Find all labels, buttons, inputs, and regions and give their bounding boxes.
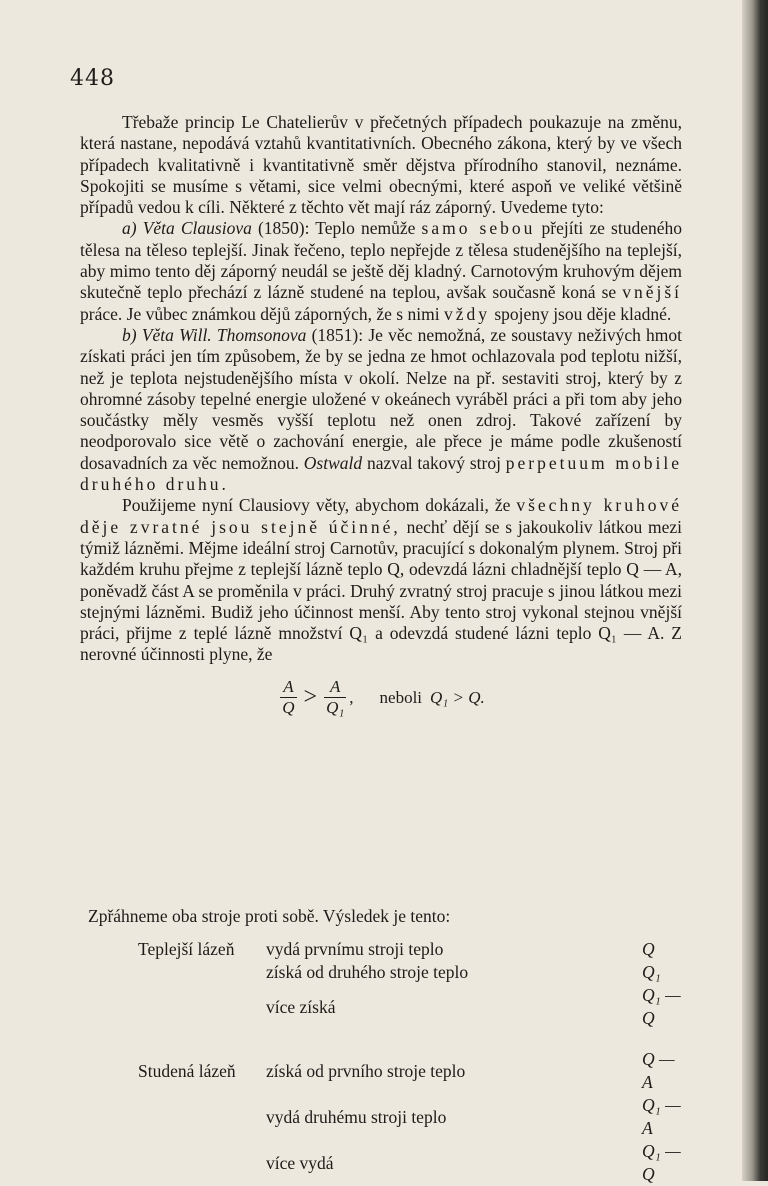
row-value: Q₁ — Q [642, 985, 681, 1028]
row-text: více vydá [266, 1152, 334, 1173]
page-edge [742, 0, 768, 1181]
text: Teplo nemůže [315, 218, 416, 239]
theorem-year: (1850): [257, 218, 310, 239]
text: práce. Je vůbec známkou dějů záporných, že s nimi [80, 303, 440, 324]
text: Je věc nemožná, ze soustavy neživých hmot získati práci jen tím způsobem, že by se jedna ze hmot ochlazovala pod teplotu nižší, než je teplota nejstudenějšího místa v okolí. Nelze na př. sestaviti stroj, který by z ohromné zásoby tepelné energie uložené v okeánech vyráběl práci a při tom aby jeho součástky měly vesměs vyšší teplotu než onen zdroj. Takové zařízení by neodporovalo sice větě o zachování energie, ale přece je máme podle zkušeností dosavadních za věc nemožnou. [80, 324, 683, 473]
paragraph-usage [80, 495, 682, 665]
bath-label: Studená lázeň [138, 1060, 236, 1081]
heat-balance-table [80, 938, 682, 1186]
spaced-text: všechny kruhové děje zvratné jsou stejně účinné, [80, 495, 682, 537]
row-value: Q — A [642, 1049, 675, 1092]
item-letter: a) [122, 218, 137, 239]
paragraph-intro: Třebaže princip Le Chatelierův v přečetných případech poukazuje na změnu, která nastane, nepodává vztahů kvantitativních. Obecného zákona, který by ve všech případech kvalitativně i kvantitativně směr dějstva přírodního stanovil, neznáme. Spokojiti se musíme s větami, sice velmi obecnými, které aspoň ve veliké většině případů vedou k cíli. Některé z těchto vět mají ráz záporný. Uvedeme tyto: [80, 112, 682, 218]
theorem-name: Věta Will. Thomsonova [141, 324, 307, 345]
table-row [80, 1094, 682, 1140]
row-text: více získá [266, 996, 336, 1017]
item-letter: b) [122, 324, 137, 345]
bath-label: Teplejší lázeň [138, 939, 235, 959]
table-row [80, 961, 682, 984]
text: nechť dějí se s jakoukoliv látkou mezi týmiž lázněmi. Mějme ideální stroj Carnotův, pracující s dokonalým plynem. Stroj při každém kruhu přejme z teplejší lázně teplo Q, odevzdá lázni chladnější teplo Q — A, poněvadž část A se proměnila v práci. Druhý zvratný stroj pracuje s jinou látkou mezi stejnými lázněmi. Budiž jeho účinnost menší. Aby tento stroj vykonal stejnou vnější práci, přijme z teplé lázně množství Q₁ a odevzdá studené lázni teplo Q₁ — A. Z nerovné účinnosti plyne, že [80, 516, 682, 665]
table-gap [80, 1030, 682, 1048]
page-number: 448 [70, 66, 115, 91]
numerator: A [283, 677, 294, 697]
spaced-text: perpetuum mobile druhého druhu. [80, 452, 683, 495]
text: Použijeme nyní Clausiovy věty, abychom dokázali, že [122, 495, 511, 516]
table-row [80, 984, 682, 1030]
spaced-text: vždy [443, 303, 490, 324]
spaced-text: vnější [622, 282, 682, 303]
author-name: Ostwald [303, 452, 363, 473]
theorem-name: Věta Clausiova [142, 218, 252, 239]
theorem-year: (1851): [311, 324, 364, 345]
relation-symbol: > [303, 684, 318, 711]
row-value: Q₁ — A [642, 1095, 681, 1138]
numerator: A [329, 677, 341, 697]
denominator: Q₁ [326, 698, 345, 718]
summary-section [80, 904, 682, 1186]
row-value: Q₁ [642, 962, 661, 982]
fraction [280, 677, 296, 718]
text: přejíti ze studeného tělesa na těleso teplejší. Jinak řečeno, teplo nepřejde z tělesa studenějšího na teplejší, aby mimo tento děj záporný neudál se ještě děj kladný. Carnotovým kruhovým dějem skutečně teplo přechází z lázně studené na teplou, avšak současně koná se [80, 218, 682, 303]
alt-word: neboli [379, 688, 423, 708]
alt-expression: Q₁ > Q. [430, 688, 485, 708]
text: nazval takový stroj [366, 452, 501, 473]
table-row [80, 1048, 682, 1094]
text: spojeny jsou děje kladné. [494, 303, 672, 324]
row-text: získá od druhého stroje teplo [266, 962, 469, 982]
paragraph-thomson [80, 325, 682, 495]
row-text: získá od prvního stroje teplo [266, 1060, 466, 1081]
table-row [80, 1140, 682, 1186]
body-text [80, 112, 682, 730]
row-text: vydá druhému stroji teplo [266, 1106, 447, 1127]
summary-intro: Zpřáhneme oba stroje proti sobě. Výsledek je tento: [88, 906, 451, 926]
row-value: Q [642, 939, 655, 959]
inequality-formula [80, 672, 682, 724]
paragraph-clausius [80, 218, 682, 324]
denominator: Q [282, 698, 295, 718]
spaced-text: samo sebou [421, 218, 536, 239]
separator: , [349, 688, 354, 708]
row-text: vydá prvnímu stroji teplo [266, 939, 444, 959]
row-value: Q₁ — Q [642, 1141, 681, 1184]
table-row [80, 938, 682, 961]
fraction [324, 677, 346, 718]
